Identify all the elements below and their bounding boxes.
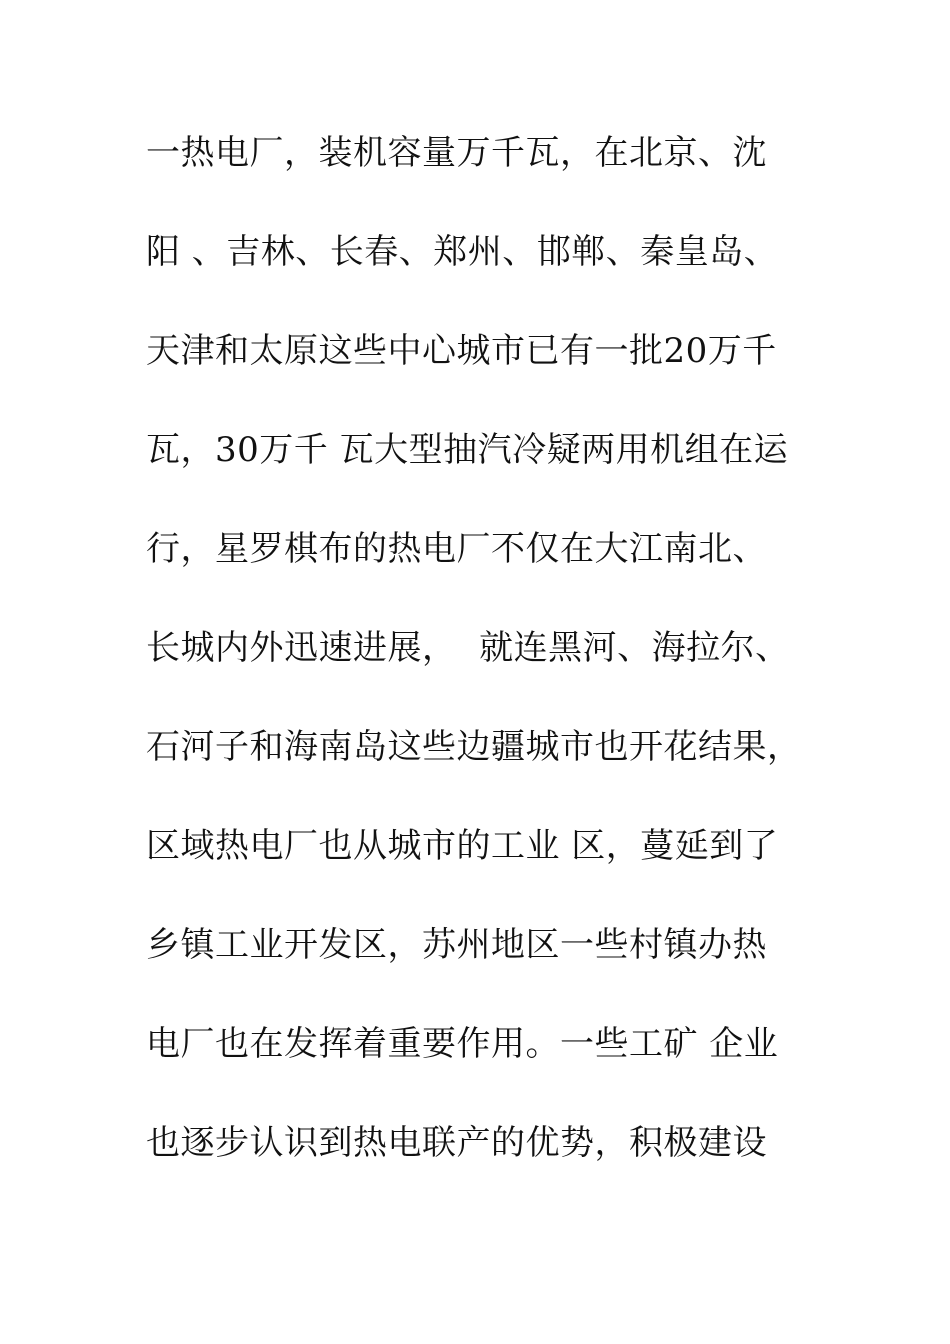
text-line: 长城内外迅速进展， 就连黑河、海拉尔、 (146, 628, 790, 668)
text-line: 也逐步认识到热电联产的优势，积极建设 (146, 1123, 767, 1163)
text-line: 行，星罗棋布的热电厂不仅在大江南北、 (146, 529, 767, 569)
text-line: 天津和太原这些中心城市已有一批20万千 (146, 331, 777, 371)
text-line: 一热电厂，装机容量万千瓦，在北京、沈 (146, 133, 767, 173)
text-line: 区域热电厂也从城市的工业 区，蔓延到了 (146, 826, 779, 866)
text-line: 瓦，30万千 瓦大型抽汽冷疑两用机组在运 (146, 430, 789, 470)
text-line: 乡镇工业开发区，苏州地区一些村镇办热 (146, 925, 767, 965)
text-line: 阳 、吉林、长春、郑州、邯郸、秦皇岛、 (146, 232, 779, 272)
body-paragraph (146, 126, 826, 1215)
text-line: 石河子和海南岛这些边疆城市也开花结果， (146, 727, 802, 767)
text-line: 电厂也在发挥着重要作用。一些工矿 企业 (146, 1024, 779, 1064)
